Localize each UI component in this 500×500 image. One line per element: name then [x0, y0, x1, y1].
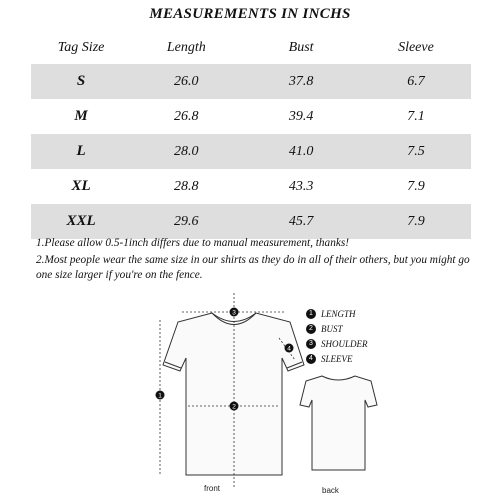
cell-sleeve: 7.9 [407, 178, 425, 194]
legend-item-sleeve [306, 351, 368, 366]
header-sleeve: Sleeve [398, 40, 434, 55]
legend-item-shoulder [306, 336, 368, 351]
legend-label: SHOULDER [321, 338, 368, 349]
cell-sleeve: 7.9 [361, 204, 471, 239]
cell-length: 28.8 [174, 178, 199, 194]
back-label: back [322, 486, 339, 495]
svg-text:4: 4 [287, 345, 291, 353]
cell-bust: 43.3 [288, 178, 314, 194]
cell-length: 26.0 [131, 64, 241, 99]
marker-length [156, 391, 165, 400]
header-bust: Bust [288, 40, 314, 55]
legend-label: SLEEVE [321, 353, 353, 364]
cell-sleeve: 7.1 [407, 108, 425, 124]
front-label: front [204, 484, 221, 493]
cell-bust: 45.7 [241, 204, 361, 239]
cell-bust: 39.4 [288, 108, 314, 124]
legend-label: LENGTH [321, 308, 356, 319]
note-1: 1.Please allow 0.5-1inch differs due to manual measurement, thanks! [36, 237, 350, 249]
svg-text:2: 2 [232, 403, 236, 411]
marker-sleeve [285, 344, 294, 353]
legend-item-bust [306, 321, 368, 336]
cell-tag-size: S [31, 64, 131, 99]
legend-item-length [306, 306, 368, 321]
cell-sleeve: 7.5 [361, 134, 471, 169]
measurement-legend [306, 306, 368, 366]
cell-length: 26.8 [174, 108, 199, 124]
cell-tag-size: L [31, 134, 131, 169]
legend-number: 1 [306, 309, 316, 319]
header-length: Length [166, 40, 206, 55]
legend-number: 4 [306, 354, 316, 364]
front-shirt-illustration [163, 313, 304, 475]
cell-tag-size: XXL [31, 204, 131, 239]
cell-tag-size: M [74, 108, 88, 124]
header-tag-size: Tag Size [57, 40, 105, 55]
note-2: 2.Most people wear the same size in our shirts as they do in all of their others, but you might go one size larger if you're on the fence. [36, 254, 470, 281]
marker-shoulder [230, 308, 239, 317]
cell-length: 28.0 [131, 134, 241, 169]
legend-label: BUST [321, 323, 343, 334]
cell-bust: 41.0 [241, 134, 361, 169]
legend-number: 2 [306, 324, 316, 334]
legend-number: 3 [306, 339, 316, 349]
marker-bust [230, 402, 239, 411]
cell-bust: 37.8 [241, 64, 361, 99]
back-shirt-illustration [300, 376, 377, 470]
svg-text:1: 1 [158, 392, 162, 400]
svg-text:3: 3 [232, 309, 236, 317]
page-title: MEASUREMENTS IN INCHS [149, 6, 351, 22]
cell-length: 29.6 [131, 204, 241, 239]
cell-tag-size: XL [71, 178, 91, 194]
cell-sleeve: 6.7 [361, 64, 471, 99]
